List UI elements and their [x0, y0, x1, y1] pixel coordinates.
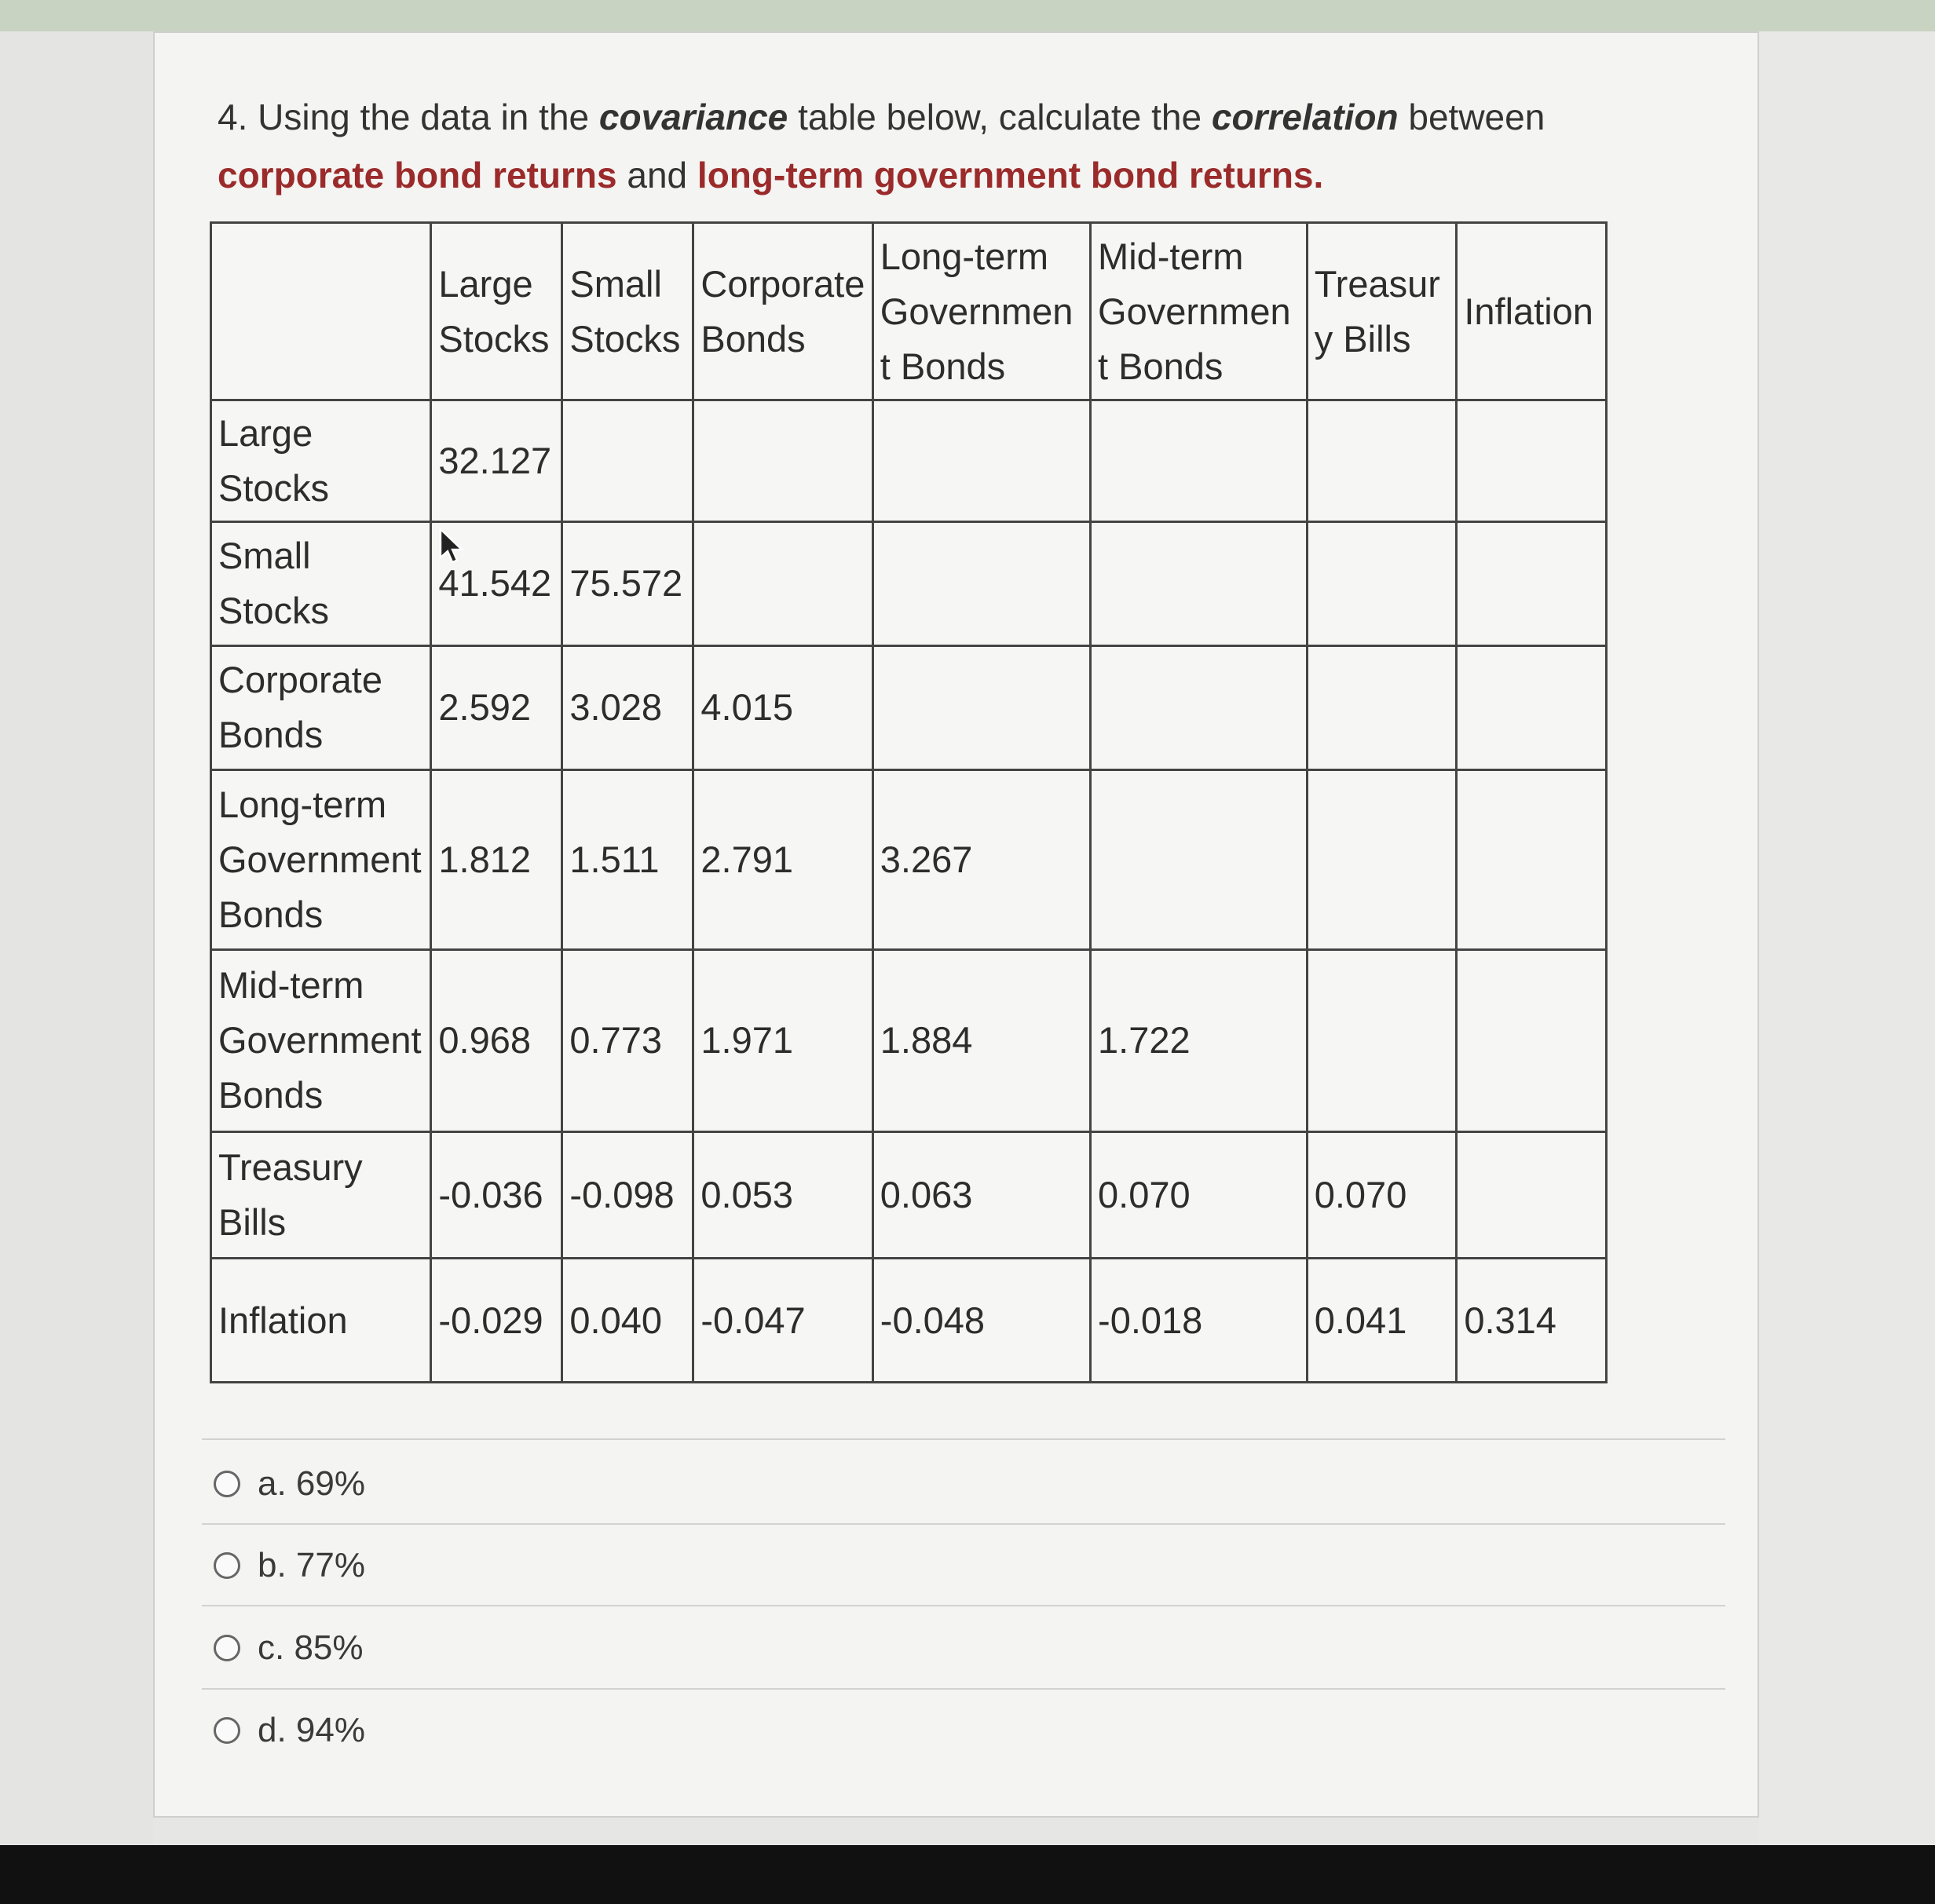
table-cell: 1.971	[693, 949, 872, 1131]
option-label: b. 77%	[258, 1546, 365, 1584]
table-cell: 1.812	[431, 769, 562, 949]
table-cell	[693, 521, 872, 645]
table-cell	[1457, 400, 1607, 522]
emphasis-correlation: correlation	[1211, 97, 1399, 137]
table-cell	[1307, 949, 1457, 1131]
table-cell: 3.267	[872, 769, 1090, 949]
table-cell	[562, 400, 693, 522]
mouse-pointer-icon	[437, 528, 469, 565]
highlight-corporate-bond-returns: corporate bond returns	[218, 155, 617, 196]
table-cell: 3.028	[562, 645, 693, 769]
row-header: Long-term Government Bonds	[211, 769, 431, 949]
row-header: Inflation	[211, 1259, 431, 1383]
top-strip	[0, 0, 1935, 31]
question-prompt	[218, 88, 1710, 204]
table-row	[211, 1259, 1607, 1383]
column-header: Mid-term Government Bonds	[1091, 223, 1308, 400]
table-cell: 32.127	[431, 400, 562, 522]
radio-button[interactable]	[214, 1717, 240, 1744]
column-header: Corporate Bonds	[693, 223, 872, 400]
column-header: Inflation	[1457, 223, 1607, 400]
option-label: d. 94%	[258, 1711, 365, 1749]
table-cell	[1091, 769, 1308, 949]
options-divider	[202, 1438, 1725, 1440]
row-header: Mid-term Government Bonds	[211, 949, 431, 1131]
table-row	[211, 645, 1607, 769]
table-cell: 2.791	[693, 769, 872, 949]
table-cell: 0.968	[431, 949, 562, 1131]
screen-bezel	[0, 1845, 1935, 1904]
table-cell: 2.592	[431, 645, 562, 769]
table-cell	[872, 521, 1090, 645]
radio-button[interactable]	[214, 1552, 240, 1579]
option-b[interactable]	[214, 1542, 365, 1589]
table-cell	[872, 645, 1090, 769]
options-divider	[202, 1523, 1725, 1525]
table-cell	[1307, 645, 1457, 769]
row-header: Corporate Bonds	[211, 645, 431, 769]
radio-button[interactable]	[214, 1471, 240, 1497]
row-header: Treasury Bills	[211, 1132, 431, 1259]
table-cell	[872, 400, 1090, 522]
table-cell	[1307, 769, 1457, 949]
table-cell: 0.070	[1091, 1132, 1308, 1259]
table-cell: 0.040	[562, 1259, 693, 1383]
table-cell: 0.773	[562, 949, 693, 1131]
option-a[interactable]	[214, 1460, 365, 1507]
table-cell	[1307, 400, 1457, 522]
table-cell: -0.029	[431, 1259, 562, 1383]
question-card	[153, 31, 1759, 1818]
row-header: Small Stocks	[211, 521, 431, 645]
right-margin	[1759, 31, 1935, 1845]
column-header: Large Stocks	[431, 223, 562, 400]
corner-cell	[211, 223, 431, 400]
table-row	[211, 521, 1607, 645]
table-cell: 0.070	[1307, 1132, 1457, 1259]
table-cell	[1091, 645, 1308, 769]
table-cell: 0.053	[693, 1132, 872, 1259]
table-cell: 1.511	[562, 769, 693, 949]
left-margin	[0, 31, 153, 1845]
option-d[interactable]	[214, 1707, 365, 1754]
table-row	[211, 769, 1607, 949]
table-cell	[693, 400, 872, 522]
table-cell	[1457, 1132, 1607, 1259]
table-cell	[1457, 645, 1607, 769]
table-cell: 0.314	[1457, 1259, 1607, 1383]
question-text-part: Using the data in the	[258, 97, 590, 137]
table-row	[211, 1132, 1607, 1259]
radio-button[interactable]	[214, 1635, 240, 1661]
header-row	[211, 223, 1607, 400]
table-cell	[1457, 949, 1607, 1131]
table-cell: -0.048	[872, 1259, 1090, 1383]
question-text-part: table below, calculate the	[798, 97, 1202, 137]
table-cell: 41.542	[431, 521, 562, 645]
table-cell: 0.063	[872, 1132, 1090, 1259]
covariance-table	[210, 221, 1608, 1383]
table-row	[211, 400, 1607, 522]
highlight-long-term-gov-bond-returns: long-term government bond returns.	[697, 155, 1324, 196]
table-cell: 4.015	[693, 645, 872, 769]
table-cell: 1.884	[872, 949, 1090, 1131]
table-cell: 0.041	[1307, 1259, 1457, 1383]
table-cell: -0.047	[693, 1259, 872, 1383]
table-cell	[1091, 521, 1308, 645]
table-row	[211, 949, 1607, 1131]
question-number: 4.	[218, 97, 248, 137]
table-cell: -0.036	[431, 1132, 562, 1259]
emphasis-covariance: covariance	[598, 97, 788, 137]
table-cell: -0.098	[562, 1132, 693, 1259]
table-cell	[1091, 400, 1308, 522]
option-label: a. 69%	[258, 1464, 365, 1503]
row-header: Large Stocks	[211, 400, 431, 522]
table-cell: 1.722	[1091, 949, 1308, 1131]
table-cell: -0.018	[1091, 1259, 1308, 1383]
table-cell: 75.572	[562, 521, 693, 645]
option-label: c. 85%	[258, 1628, 364, 1667]
question-text-part: and	[627, 155, 688, 196]
options-divider	[202, 1688, 1725, 1690]
options-divider	[202, 1605, 1725, 1606]
table-cell	[1457, 521, 1607, 645]
option-c[interactable]	[214, 1624, 364, 1672]
question-text-part: between	[1408, 97, 1545, 137]
column-header: Long-term Government Bonds	[872, 223, 1090, 400]
column-header: Small Stocks	[562, 223, 693, 400]
column-header: Treasury Bills	[1307, 223, 1457, 400]
table-cell	[1307, 521, 1457, 645]
table-cell	[1457, 769, 1607, 949]
